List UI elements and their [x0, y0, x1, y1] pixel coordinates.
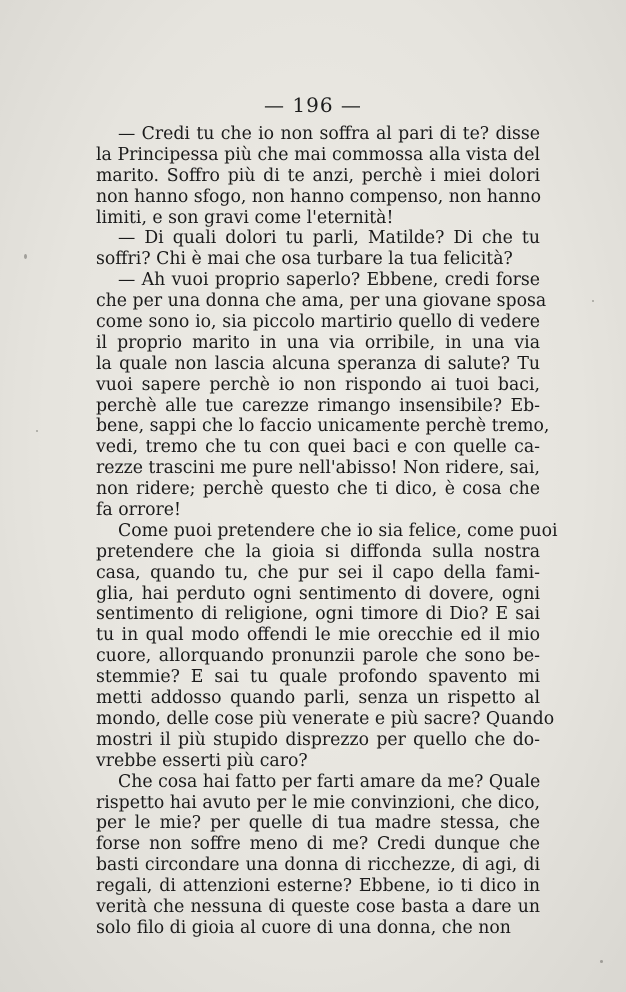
text-line: regali, di attenzioni esterne? Ebbene, io ti dico in — [96, 876, 540, 897]
text-line: non hanno sfogo, non hanno compenso, non hanno — [96, 186, 542, 207]
paper-speck — [24, 254, 27, 259]
text-line: vrebbe esserti più caro? — [96, 750, 308, 771]
paper-speck — [592, 300, 594, 302]
text-line: casa, quando tu, che pur sei il capo della fami- — [96, 562, 540, 583]
text-line: — Credi tu che io non soffra al pari di te? disse — [118, 124, 540, 144]
text-line: rispetto hai avuto per le mie convinzioni, che dico, — [96, 792, 540, 813]
text-line: la Principessa più che mai commossa alla vista del — [96, 144, 540, 165]
text-line: stemmie? E sai tu quale profondo spavento mi — [96, 667, 540, 688]
text-line: forse non soffre meno di me? Credi dunque che — [96, 834, 540, 855]
body-text — [96, 124, 558, 939]
text-line: non ridere; perchè questo che ti dico, è cosa che — [96, 479, 540, 500]
text-line: solo filo di gioia al cuore di una donna, che non — [96, 917, 511, 938]
text-line: vuoi sapere perchè io non rispondo ai tuoi baci, — [96, 374, 540, 395]
text-line: cuore, allorquando pronunzii parole che sono be- — [96, 646, 540, 667]
paper-speck — [36, 430, 38, 432]
text-line: marito. Soffro più di te anzi, perchè i miei dolori — [96, 165, 540, 186]
text-line: vedi, tremo che tu con quei baci e con quelle ca- — [96, 437, 540, 458]
text-line: per le mie? per quelle di tua madre stessa, che — [96, 813, 540, 834]
text-line: sentimento di religione, ogni timore di Dio? E sai — [96, 604, 540, 625]
text-line: glia, hai perduto ogni sentimento di dovere, ogni — [96, 583, 540, 604]
text-line: soffri? Chi è mai che osa turbare la tua felicità? — [96, 249, 513, 270]
text-line: la quale non lascia alcuna speranza di salute? Tu — [96, 353, 540, 374]
text-line: basti circondare una donna di ricchezze, di agi, di — [96, 855, 540, 876]
page-number: — 196 — — [264, 93, 362, 117]
text-line: rezze trascini me pure nell'abisso! Non ridere, sai, — [96, 458, 540, 479]
text-line: il proprio marito in una via orribile, in una via — [96, 332, 540, 353]
text-line: limiti, e son gravi come l'eternità! — [96, 207, 394, 228]
text-line: Che cosa hai fatto per farti amare da me? Quale — [118, 771, 541, 792]
text-line: — Di quali dolori tu parli, Matilde? Di che tu — [118, 228, 540, 249]
text-line: tu in qual modo offendi le mie orecchie ed il mio — [96, 625, 540, 646]
text-line: — Ah vuoi proprio saperlo? Ebbene, credi forse — [118, 270, 540, 291]
text-line: fa orrore! — [96, 500, 181, 521]
text-line: metti addosso quando parli, senza un rispetto al — [96, 688, 540, 709]
text-line: mondo, delle cose più venerate e più sacre? Quando — [96, 708, 555, 729]
text-line: verità che nessuna di queste cose basta a dare un — [96, 896, 540, 917]
text-line: mostri il più stupido disprezzo per quello che do- — [96, 729, 540, 750]
text-line: perchè alle tue carezze rimango insensibile? Eb- — [96, 395, 540, 416]
text-line: che per una donna che ama, per una giovane sposa — [96, 291, 547, 312]
text-line: bene, sappi che lo faccio unicamente perchè tremo, — [96, 416, 550, 437]
text-line: pretendere che la gioia si diffonda sulla nostra — [96, 541, 540, 562]
text-line: Come puoi pretendere che io sia felice, come puoi — [118, 520, 558, 541]
text-line: come sono io, sia piccolo martirio quello di vedere — [96, 312, 540, 333]
paper-speck — [600, 960, 603, 963]
